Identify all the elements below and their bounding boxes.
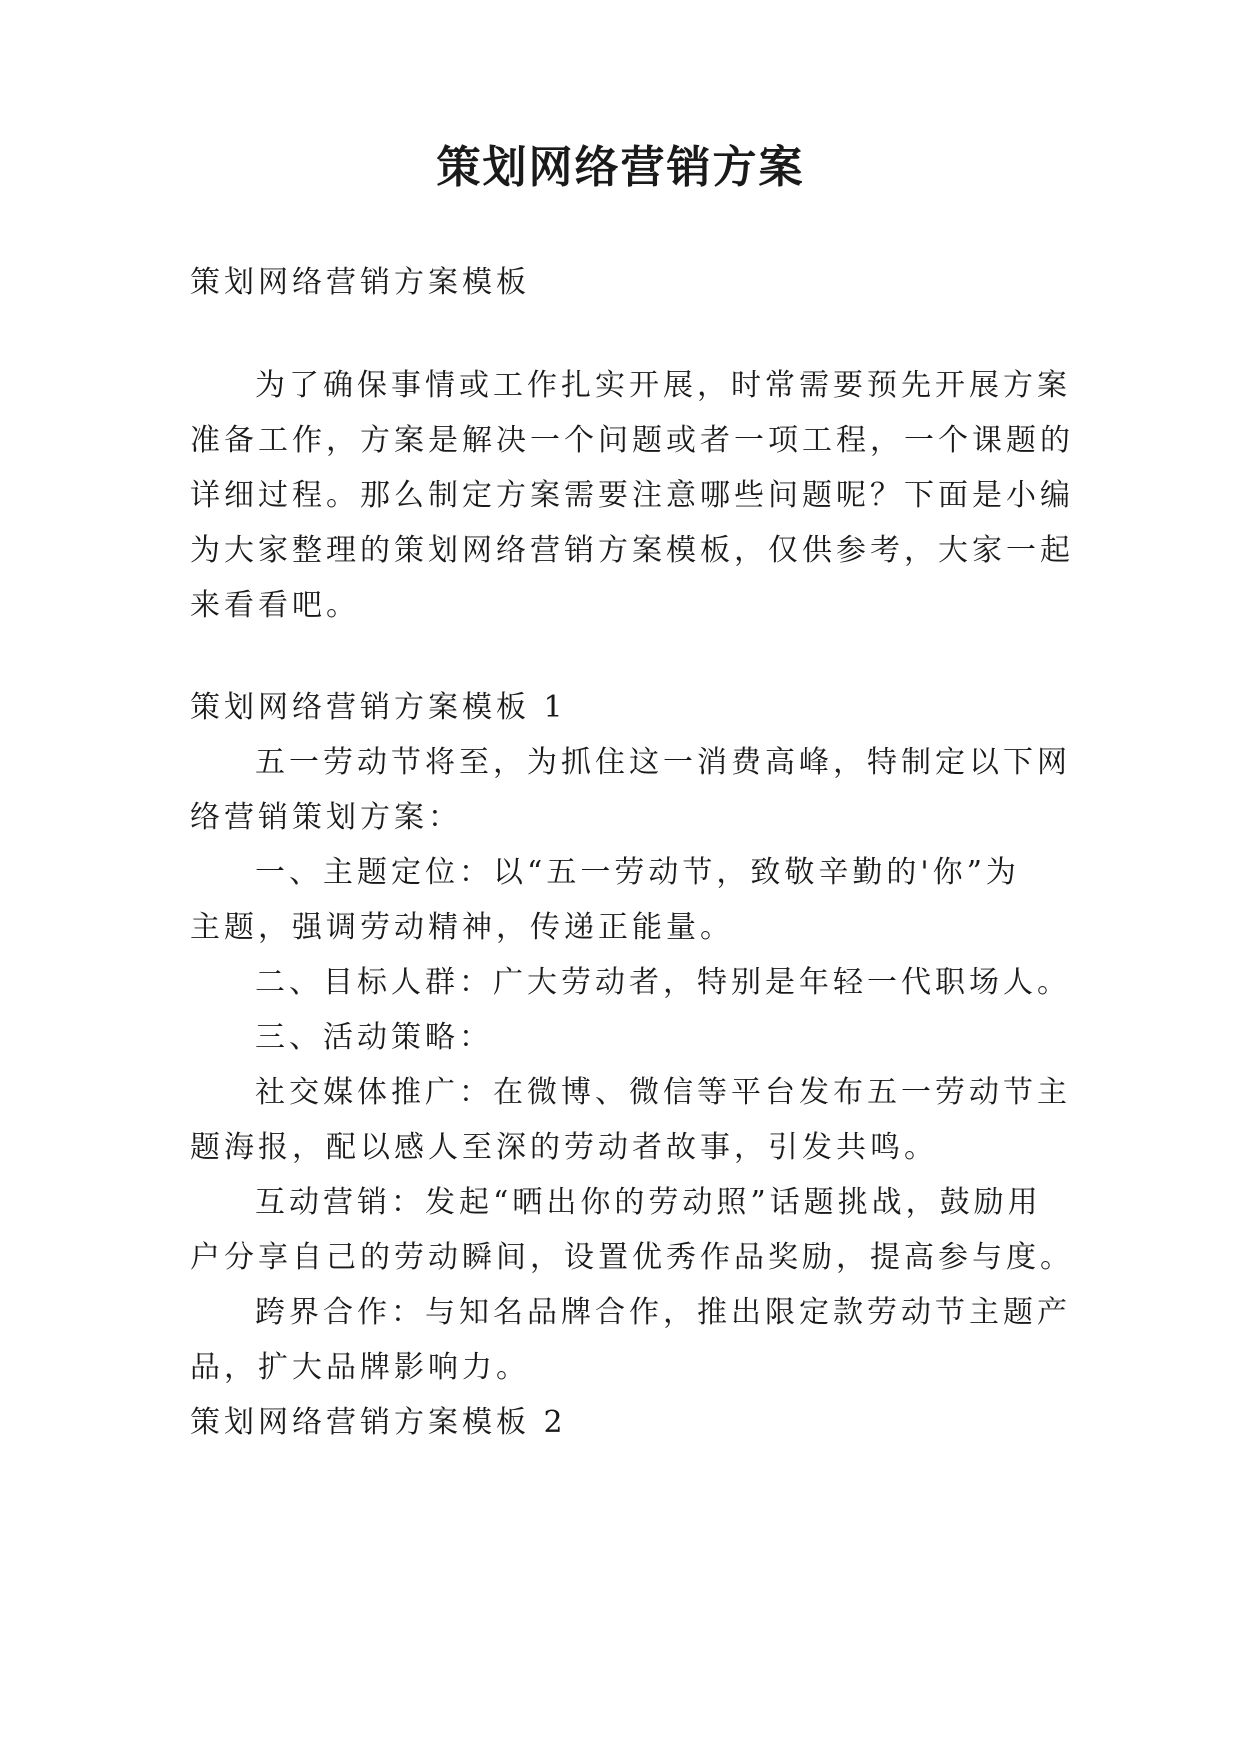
paragraph-line: 互动营销：发起“晒出你的劳动照”话题挑战，鼓励用 bbox=[255, 1185, 1042, 1220]
document-subtitle: 策划网络营销方案模板 bbox=[190, 265, 530, 300]
intro-line: 准备工作，方案是解决一个问题或者一项工程，一个课题的 bbox=[190, 423, 1074, 458]
paragraph-line: 五一劳动节将至，为抓住这一消费高峰，特制定以下网 bbox=[255, 745, 1071, 780]
intro-line: 为了确保事情或工作扎实开展，时常需要预先开展方案 bbox=[255, 368, 1071, 403]
paragraph-line: 二、目标人群：广大劳动者，特别是年轻一代职场人。 bbox=[255, 965, 1071, 1000]
paragraph-line: 品，扩大品牌影响力。 bbox=[190, 1350, 530, 1385]
paragraph-line: 户分享自己的劳动瞬间，设置优秀作品奖励，提高参与度。 bbox=[190, 1240, 1074, 1275]
section-heading: 策划网络营销方案模板 1 bbox=[190, 690, 567, 725]
intro-line: 为大家整理的策划网络营销方案模板，仅供参考，大家一起 bbox=[190, 533, 1074, 568]
paragraph-line: 题海报，配以感人至深的劳动者故事，引发共鸣。 bbox=[190, 1130, 938, 1165]
intro-line: 来看看吧。 bbox=[190, 588, 360, 623]
paragraph-line: 三、活动策略： bbox=[255, 1020, 493, 1055]
paragraph-line: 一、主题定位：以“五一劳动节，致敬辛勤的'你”为 bbox=[255, 855, 1020, 890]
paragraph-line: 社交媒体推广：在微博、微信等平台发布五一劳动节主 bbox=[255, 1075, 1071, 1110]
document-title: 策划网络营销方案 bbox=[436, 142, 805, 193]
paragraph-line: 络营销策划方案： bbox=[190, 800, 462, 835]
paragraph-line: 主题，强调劳动精神，传递正能量。 bbox=[190, 910, 734, 945]
section-heading: 策划网络营销方案模板 2 bbox=[190, 1405, 567, 1440]
paragraph-line: 跨界合作：与知名品牌合作，推出限定款劳动节主题产 bbox=[255, 1295, 1071, 1330]
intro-line: 详细过程。那么制定方案需要注意哪些问题呢？下面是小编 bbox=[190, 478, 1074, 513]
